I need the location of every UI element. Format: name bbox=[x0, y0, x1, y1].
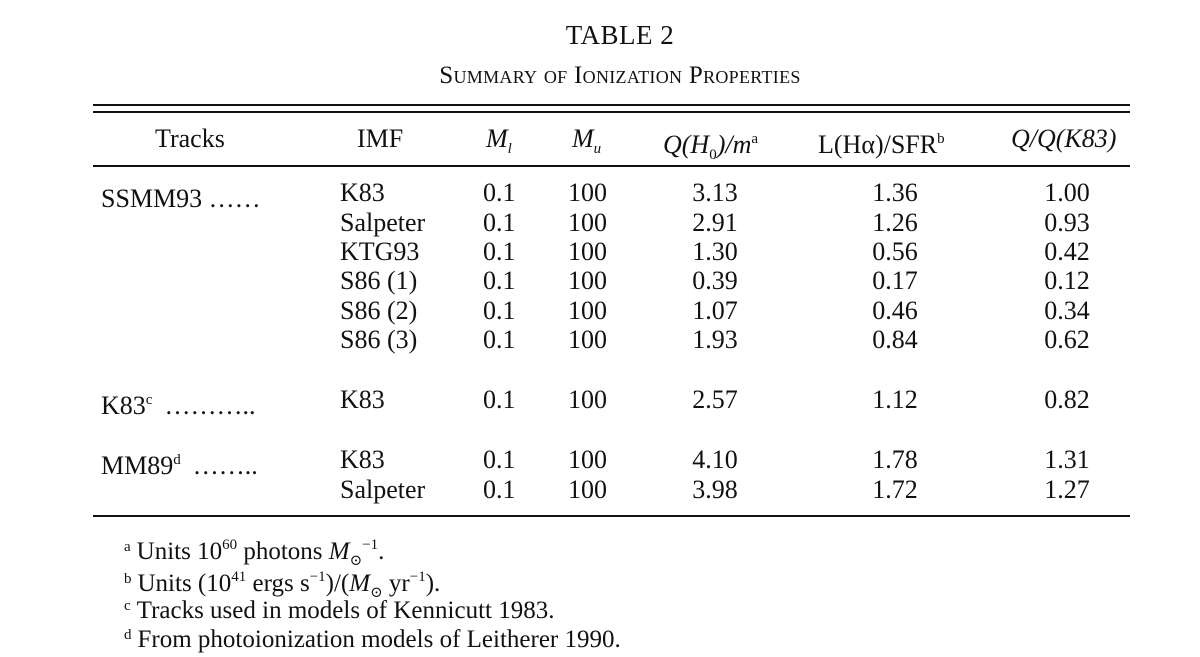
header-mu-sub: u bbox=[593, 141, 602, 157]
footnote-c-text: Tracks used in models of Kennicutt 1983. bbox=[136, 597, 555, 624]
row-track-name: K83 bbox=[101, 391, 146, 420]
table-cell-qq: 0.34 bbox=[1044, 296, 1090, 325]
table-cell-qq: 0.93 bbox=[1044, 208, 1090, 237]
table-cell-lha: 1.72 bbox=[872, 475, 918, 504]
table-cell-ml: 0.1 bbox=[483, 208, 516, 237]
bottom-rule bbox=[93, 515, 1130, 517]
table-cell-ml: 0.1 bbox=[483, 385, 516, 414]
header-qq: Q/Q(K83) bbox=[1011, 124, 1117, 153]
table-cell-lha: 0.84 bbox=[872, 325, 918, 354]
header-rule bbox=[93, 165, 1130, 167]
table-cell-imf: S86 (1) bbox=[340, 266, 418, 295]
table-cell-mu: 100 bbox=[568, 237, 607, 266]
table-cell-q: 2.57 bbox=[692, 385, 738, 414]
footnote-b-mid: ergs s bbox=[246, 570, 310, 597]
row-track-leader: ……….. bbox=[164, 391, 256, 420]
header-tracks: Tracks bbox=[155, 124, 225, 153]
row-track-note: d bbox=[173, 452, 181, 468]
table-cell-qq: 0.82 bbox=[1044, 385, 1090, 414]
header-mu-main: M bbox=[572, 124, 594, 153]
header-ml-sub: l bbox=[507, 141, 512, 157]
footnote-a-unit: M bbox=[328, 538, 350, 565]
table-cell-ml: 0.1 bbox=[483, 445, 516, 474]
table-cell-lha: 1.12 bbox=[872, 385, 918, 414]
table-cell-lha: 1.26 bbox=[872, 208, 918, 237]
table-cell-qq: 1.31 bbox=[1044, 445, 1090, 474]
table-cell-ml: 0.1 bbox=[483, 475, 516, 504]
table-cell-ml: 0.1 bbox=[483, 266, 516, 295]
footnote-d-text: From photoionization models of Leitherer 1990. bbox=[137, 626, 621, 653]
table-cell-q: 3.13 bbox=[692, 178, 738, 207]
table-cell-imf: Salpeter bbox=[340, 208, 426, 237]
footnote-a-mark: a bbox=[124, 539, 131, 555]
table-cell-imf: S86 (2) bbox=[340, 296, 418, 325]
footnote-b-tail-exp: −1 bbox=[409, 569, 426, 585]
table-cell-lha: 0.17 bbox=[872, 266, 918, 295]
footnote-a-exp: 60 bbox=[222, 537, 238, 553]
row-track-name: MM89 bbox=[101, 451, 174, 480]
footnote-a-unit-sub: ⊙ bbox=[349, 553, 363, 569]
table-cell-q: 1.30 bbox=[692, 237, 738, 266]
row-track bbox=[101, 178, 261, 214]
header-mu bbox=[572, 124, 601, 164]
table-cell-imf: KTG93 bbox=[340, 237, 420, 266]
row-track-note: c bbox=[145, 392, 153, 408]
table-cell-mu: 100 bbox=[568, 266, 607, 295]
footnote-b-pre: Units (10 bbox=[137, 570, 232, 597]
table-cell-ml: 0.1 bbox=[483, 296, 516, 325]
table-cell-lha: 1.36 bbox=[872, 178, 918, 207]
table-cell-qq: 1.27 bbox=[1044, 475, 1090, 504]
header-ml-main: M bbox=[486, 124, 508, 153]
table-cell-mu: 100 bbox=[568, 475, 607, 504]
table-cell-qq: 1.00 bbox=[1044, 178, 1090, 207]
footnote-a-unit-exp: −1 bbox=[362, 537, 379, 553]
table-cell-mu: 100 bbox=[568, 178, 607, 207]
table-cell-mu: 100 bbox=[568, 325, 607, 354]
table-cell-lha: 0.46 bbox=[872, 296, 918, 325]
table-cell-q: 1.07 bbox=[692, 296, 738, 325]
table-title: Summary of Ionization Properties bbox=[439, 62, 801, 89]
header-lha-text: L(Hα)/SFR bbox=[818, 130, 938, 159]
table-cell-ml: 0.1 bbox=[483, 178, 516, 207]
table-cell-q: 1.93 bbox=[692, 325, 738, 354]
footnote-c-mark: c bbox=[124, 598, 131, 614]
footnote-b-mark: b bbox=[124, 571, 132, 587]
header-q bbox=[663, 124, 758, 170]
table-cell-mu: 100 bbox=[568, 296, 607, 325]
top-rule-1 bbox=[93, 104, 1130, 106]
header-lha-note: b bbox=[937, 131, 945, 147]
header-q-text: Q(H bbox=[663, 130, 710, 159]
footnote-b-mid-exp: −1 bbox=[309, 569, 326, 585]
table-cell-q: 4.10 bbox=[692, 445, 738, 474]
row-track bbox=[101, 385, 255, 421]
row-track-name: SSMM93 …… bbox=[101, 184, 261, 213]
footnote-d-mark: d bbox=[124, 627, 132, 643]
table-number: TABLE 2 bbox=[565, 20, 675, 50]
table-cell-imf: K83 bbox=[340, 385, 385, 414]
table-cell-imf: S86 (3) bbox=[340, 325, 418, 354]
top-rule-2 bbox=[93, 111, 1130, 113]
footnote-b-unit-sub: ⊙ bbox=[370, 585, 383, 601]
row-track bbox=[101, 445, 258, 481]
footnote-a-end: . bbox=[378, 538, 385, 565]
table-cell-ml: 0.1 bbox=[483, 237, 516, 266]
footnote-b-exp: 41 bbox=[231, 569, 247, 585]
header-ml bbox=[486, 124, 512, 164]
row-track-leader: …….. bbox=[192, 451, 258, 480]
table-cell-mu: 100 bbox=[568, 445, 607, 474]
footnote-b-end: ). bbox=[425, 570, 441, 597]
table-cell-mu: 100 bbox=[568, 208, 607, 237]
table-cell-mu: 100 bbox=[568, 385, 607, 414]
table-cell-ml: 0.1 bbox=[483, 325, 516, 354]
header-q-note: a bbox=[751, 131, 759, 147]
footnote-a-pre: Units 10 bbox=[136, 538, 223, 565]
table-cell-q: 0.39 bbox=[692, 266, 738, 295]
table-cell-lha: 0.56 bbox=[872, 237, 918, 266]
table-cell-qq: 0.62 bbox=[1044, 325, 1090, 354]
header-lha bbox=[818, 124, 945, 160]
table-cell-lha: 1.78 bbox=[872, 445, 918, 474]
table-cell-imf: K83 bbox=[340, 178, 385, 207]
footnote-b-tail: yr bbox=[382, 570, 410, 597]
footnote-d bbox=[124, 621, 621, 654]
table-cell-qq: 0.12 bbox=[1044, 266, 1090, 295]
table-cell-imf: K83 bbox=[340, 445, 385, 474]
header-q-end: )/m bbox=[716, 130, 752, 159]
header-q-sub: 0 bbox=[709, 147, 717, 163]
table-cell-q: 3.98 bbox=[692, 475, 738, 504]
table-cell-qq: 0.42 bbox=[1044, 237, 1090, 266]
table-cell-imf: Salpeter bbox=[340, 475, 426, 504]
footnote-b-unit: M bbox=[349, 570, 371, 597]
table-cell-q: 2.91 bbox=[692, 208, 738, 237]
header-imf: IMF bbox=[357, 124, 404, 153]
footnote-a-mid: photons bbox=[237, 538, 329, 565]
footnote-b-mid2: )/( bbox=[325, 570, 350, 597]
